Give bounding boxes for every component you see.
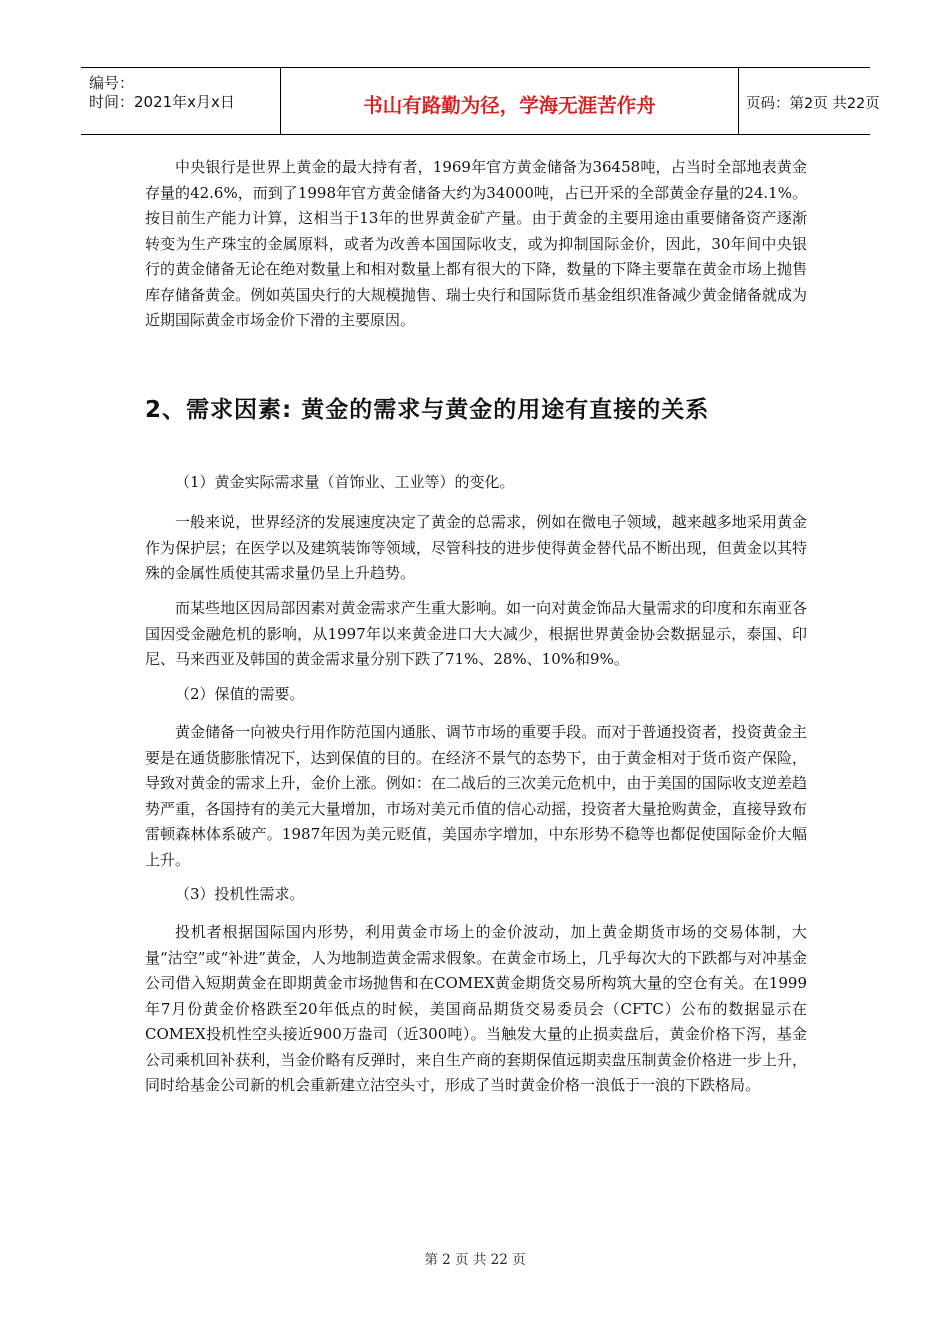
header-info-cell [81,68,281,134]
paragraph-demand-general: 一般来说，世界经济的发展速度决定了黄金的总需求，例如在微电子领域，越来越多地采用黄金作为保护层；在医学以及建筑装饰等领域，尽管科技的进步使得黄金替代品不断出现，但黄金以其特殊的金属性质使其需求量仍呈上升趋势。 [145,513,807,582]
section-heading: 2、需求因素: 黄金的需求与黄金的用途有直接的关系 [145,397,710,423]
subheading-speculation: （3）投机性需求。 [175,885,305,903]
header-table [81,67,880,135]
page-footer: 第 2 页 共 22 页 [424,1252,526,1268]
document-number-label: 编号： [89,74,135,92]
subheading-hedge: （2）保值的需要。 [175,685,305,703]
paragraph-demand-regional: 而某些地区因局部因素对黄金需求产生重大影响。如一向对黄金饰品大量需求的印度和东南亚各国因受金融危机的影响，从1997年以来黄金进口大大减少，根据世界黄金协会数据显示，泰国、印尼、马来西亚及韩国的黄金需求量分别下跌了71%、28%、10%和9%。 [145,599,807,668]
paragraph-central-bank: 中央银行是世界上黄金的最大持有者，1969年官方黄金储备为36458吨，占当时全部地表黄金存量的42.6%，而到了1998年官方黄金储备大约为34000吨，占已开采的全部黄金存量的24.1%。按目前生产能力计算，这相当于13年的世界黄金矿产量。由于黄金的主要用途由重要储备资产逐渐转变为生产珠宝的金属原料，或者为改善本国国际收支，或为抑制国际金价，因此，30年间中央银行的黄金储备无论在绝对数量上和相对数量上都有很大的下降，数量的下降主要靠在黄金市场上抛售库存储备黄金。例如英国央行的大规模抛售、瑞士央行和国际货币基金组织准备减少黄金储备就成为近期国际黄金市场金价下滑的主要原因。 [145,158,807,329]
document-date-label: 时间：2021年x月x日 [89,93,235,111]
header-motto-cell [281,68,739,134]
paragraph-hedge: 黄金储备一向被央行用作防范国内通胀、调节市场的重要手段。而对于普通投资者，投资黄金主要是在通货膨胀情况下，达到保值的目的。在经济不景气的态势下，由于黄金相对于货币资产保险，导致对黄金的需求上升，金价上涨。例如：在二战后的三次美元危机中，由于美国的国际收支逆差趋势严重，各国持有的美元大量增加，市场对美元币值的信心动摇，投资者大量抢购黄金，直接导致布雷顿森林体系破产。1987年因为美元贬值，美国赤字增加，中东形势不稳等也都促使国际金价大幅上升。 [145,723,807,869]
paragraph-speculation: 投机者根据国际国内形势，利用黄金市场上的金价波动，加上黄金期货市场的交易体制，大量“沽空”或“补进”黄金，人为地制造黄金需求假象。在黄金市场上，几乎每次大的下跌都与对冲基金公司借入短期黄金在即期黄金市场抛售和在COMEX黄金期货交易所构筑大量的空仓有关。在1999年7月份黄金价格跌至20年低点的时候，美国商品期货交易委员会（CFTC）公布的数据显示在COMEX投机性空头接近900万盎司（近300吨）。当触发大量的止损卖盘后，黄金价格下泻，基金公司乘机回补获利，当金价略有反弹时，来自生产商的套期保值远期卖盘压制黄金价格进一步上升，同时给基金公司新的机会重新建立沽空头寸，形成了当时黄金价格一浪低于一浪的下跌格局。 [145,923,807,1094]
motto: 书山有路勤为径，学海无涯苦作舟 [363,94,656,117]
subheading-actual-demand: （1）黄金实际需求量（首饰业、工业等）的变化。 [175,473,515,491]
page-code: 页码：第2页 共22页 [746,96,880,112]
header-page-cell [739,68,880,134]
